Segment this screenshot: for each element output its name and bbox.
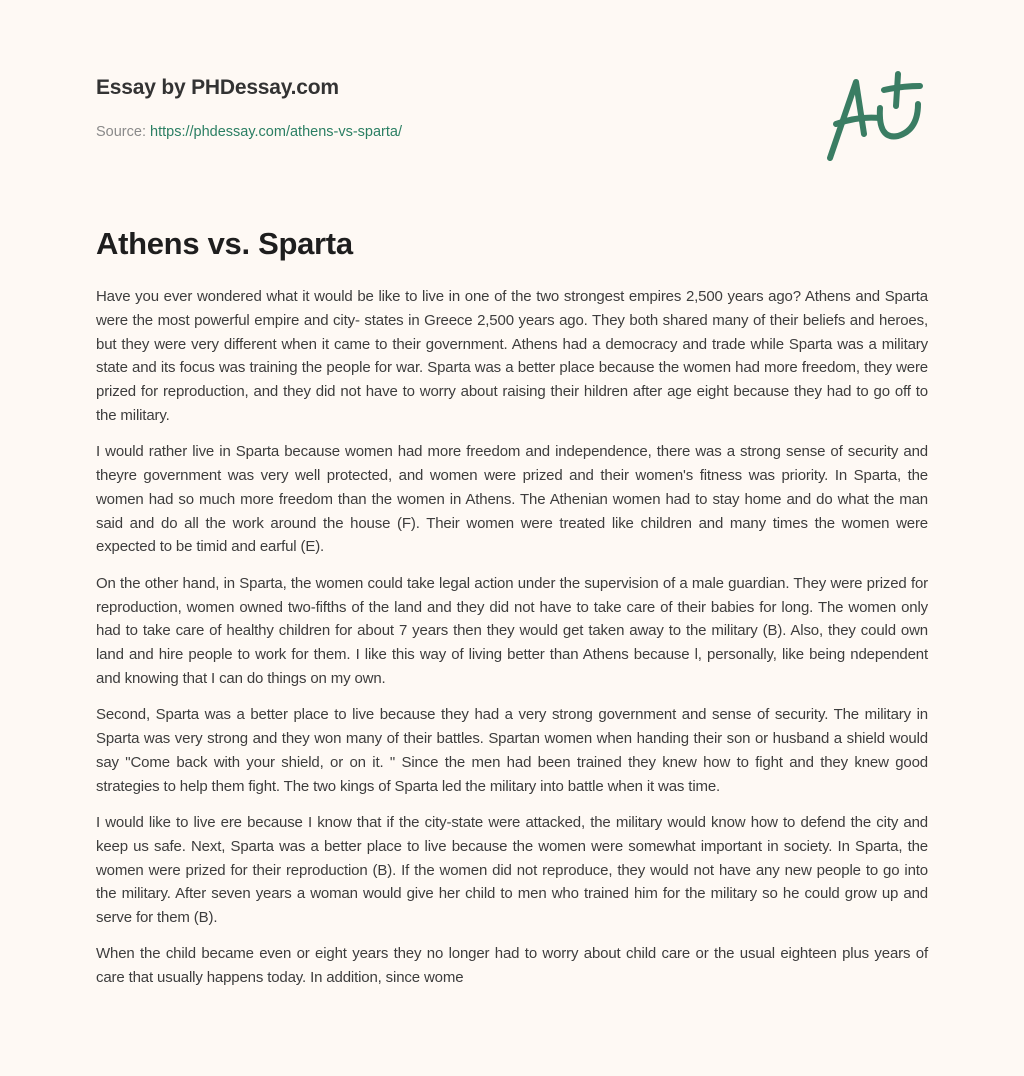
site-brand: Essay by PHDessay.com [96, 76, 339, 99]
essay-paragraph: Second, Sparta was a better place to live because they had a very strong government and sense of security. The military in Sparta was very strong and they won many of their battles. Spartan women when handing their son or husband a shield would say "Come back with your shield, or on it. " Since the men had been trained they knew how to fight and they knew good strategies to help them fight. The two kings of Sparta led the military into battle when it was time. [96, 706, 928, 795]
source-link[interactable]: https://phdessay.com/athens-vs-sparta/ [150, 124, 403, 140]
essay-paragraph: When the child became even or eight years they no longer had to worry about child care or the usual eighteen plus years of care that usually happens today. In addition, since wome [96, 945, 928, 987]
essay-paragraph: On the other hand, in Sparta, the women could take legal action under the supervision of a male guardian. They were prized for reproduction, women owned two-fifths of the land and they did not have to take care of their babies for long. The women only had to take care of healthy children for about 7 years then they would get taken away to the military (B). Also, they could own land and hire people to work for them. I like this way of living better than Athens because l, personally, like being ndependent and knowing that I can do things on my own. [96, 574, 928, 687]
essay-paragraph: Have you ever wondered what it would be like to live in one of the two strongest empires 2,500 years ago? Athens and Sparta were the most powerful empire and city- states in Greece 2,500 years ago. They both shared many of their beliefs and heroes, but they were very different when it came to their government. Athens had a democracy and trade while Sparta was a military state and its focus was training the people for war. Sparta was a better place because the women had more freedom, they were prized for reproduction, and they did not have to worry about raising their hildren after age eight because they had to go off to the military. [96, 288, 928, 424]
a-plus-logo-icon [818, 68, 930, 164]
source-label: Source: [96, 124, 146, 140]
essay-paragraph: I would like to live ere because I know that if the city-state were attacked, the military would know how to defend the city and keep us safe. Next, Sparta was a better place to live because the women were somewhat important in society. In Sparta, the women were prized for their reproduction (B). If the women did not reproduce, they would not have any new people to go into the military. After seven years a woman would give her child to men who trained him for the military so he could grow up and serve for them (B). [96, 813, 928, 927]
essay-paragraph: I would rather live in Sparta because women had more freedom and independence, there was a strong sense of security and theyre government was very well protected, and women were prized and their women's fitness was priority. In Sparta, the women had so much more freedom than the women in Athens. The Athenian women had to stay home and do what the man said and do all the work around the house (F). Their women were treated like children and many times the women were expected to be timid and earful (E). [96, 443, 928, 556]
essay-title: Athens vs. Sparta [96, 226, 353, 261]
source-line [96, 124, 402, 140]
essay-body [96, 285, 928, 1003]
